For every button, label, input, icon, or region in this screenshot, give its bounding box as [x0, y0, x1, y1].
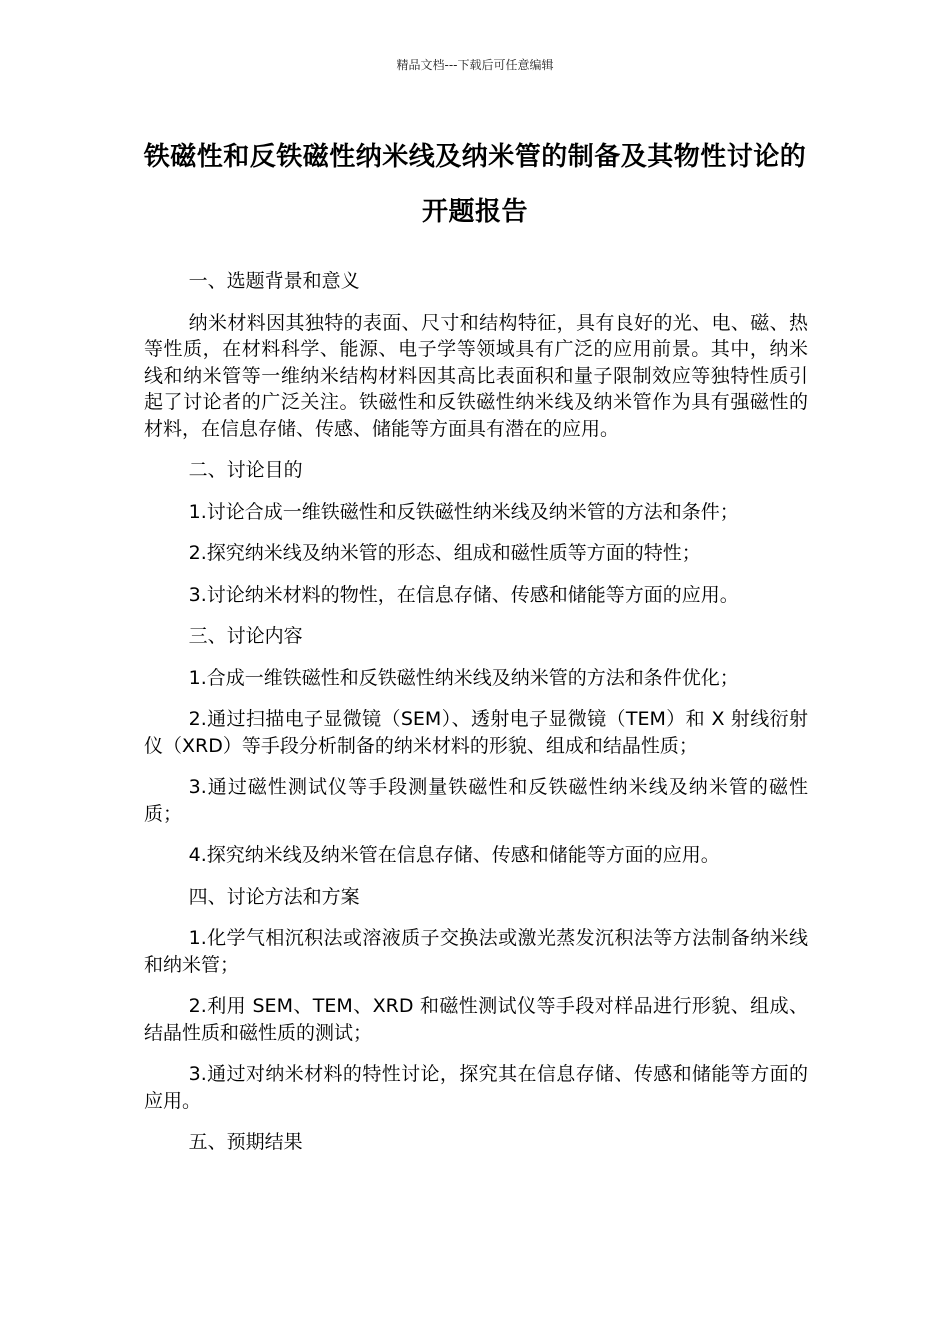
content-item-1: 1.合成一维铁磁性和反铁磁性纳米线及纳米管的方法和条件优化； — [188, 666, 739, 689]
method-item-2: 2.利用 SEM、TEM、XRD 和磁性测试仪等手段对样品进行形貌、组成、结晶性质和磁性质的测试； — [144, 995, 808, 1044]
purpose-item-1: 1.讨论合成一维铁磁性和反铁磁性纳米线及纳米管的方法和条件； — [188, 500, 739, 523]
purpose-item-2: 2.探究纳米线及纳米管的形态、组成和磁性质等方面的特性； — [188, 542, 701, 564]
content-item-4: 4.探究纳米线及纳米管在信息存储、传感和储能等方面的应用。 — [188, 844, 720, 866]
purpose-item-3: 3.讨论纳米材料的物性，在信息存储、传感和储能等方面的应用。 — [188, 583, 739, 606]
section-heading-methods: 四、讨论方法和方案 — [188, 885, 360, 908]
section-heading-background: 一、选题背景和意义 — [188, 270, 360, 292]
section-heading-expected-results: 五、预期结果 — [188, 1131, 303, 1153]
header-note: 精品文档---下载后可任意编辑 — [396, 58, 554, 72]
section-heading-content: 三、讨论内容 — [188, 625, 303, 647]
paragraph-background: 纳米材料因其独特的表面、尺寸和结构特征，具有良好的光、电、磁、热等性质，在材料科学、能源、电子学等领域具有广泛的应用前景。其中，纳米线和纳米管等一维纳米结构材料因其高比表面积和量子限制效应等独特性质引起了讨论者的广泛关注。铁磁性和反铁磁性纳米线及纳米管作为具有强磁性的材料，在信息存储、传感、储能等方面具有潜在的应用。 — [144, 311, 808, 440]
method-item-1: 1.化学气相沉积法或溶液质子交换法或激光蒸发沉积法等方法制备纳米线和纳米管； — [144, 927, 808, 976]
content-item-2: 2.通过扫描电子显微镜（SEM）、透射电子显微镜（TEM）和 X 射线衍射仪（XRD）等手段分析制备的纳米材料的形貌、组成和结晶性质； — [144, 708, 808, 757]
document-title: 铁磁性和反铁磁性纳米线及纳米管的制备及其物性讨论的开题报告 — [143, 142, 807, 227]
content-item-3: 3.通过磁性测试仪等手段测量铁磁性和反铁磁性纳米线及纳米管的磁性质； — [144, 776, 808, 825]
document-body — [144, 268, 808, 1171]
section-heading-purpose: 二、讨论目的 — [188, 459, 303, 481]
method-item-3: 3.通过对纳米材料的特性讨论，探究其在信息存储、传感和储能等方面的应用。 — [144, 1063, 808, 1112]
